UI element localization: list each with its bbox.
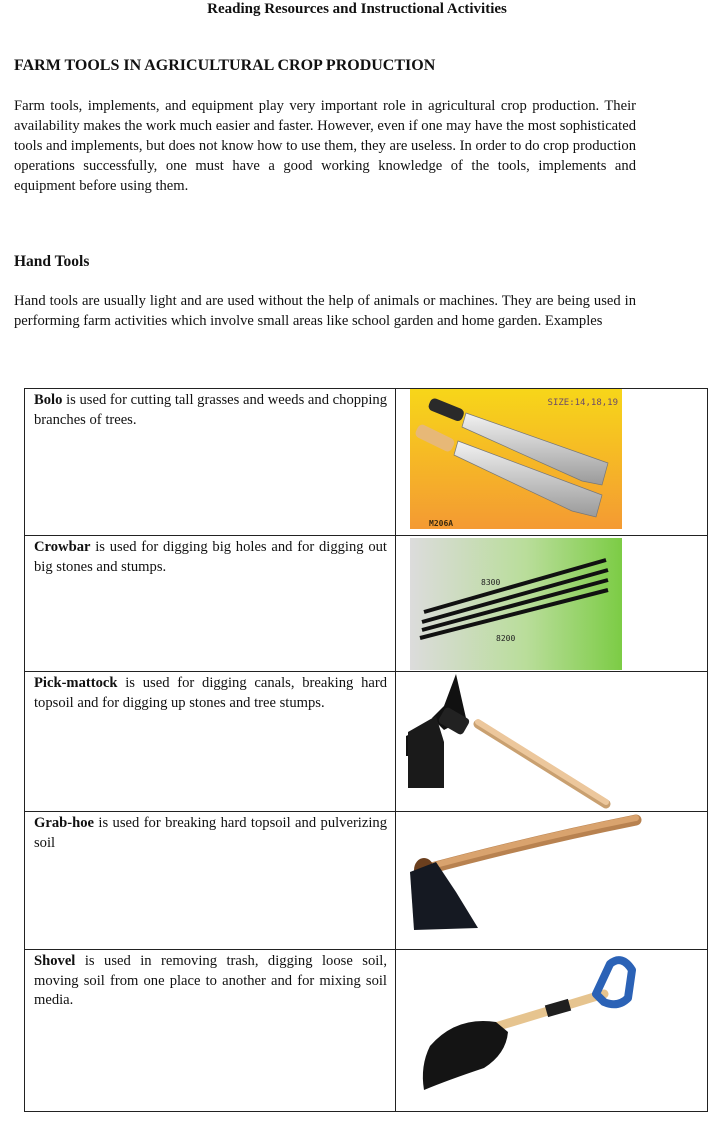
- tool-name: Grab-hoe: [34, 815, 94, 831]
- bolo-size-label: SIZE:14,18,19: [547, 398, 618, 408]
- tool-description: [25, 536, 396, 672]
- table-row: [25, 536, 708, 672]
- pick-mattock-image: [396, 672, 708, 812]
- tool-name: Pick-mattock: [34, 675, 118, 691]
- crowbar-image: [396, 536, 708, 672]
- tool-use: is used in removing trash, digging loose soil, moving soil from one place to another and for mixing soil media.: [34, 953, 387, 1008]
- tool-description: [25, 812, 396, 950]
- tool-name: Shovel: [34, 953, 76, 969]
- tool-description: [25, 950, 396, 1112]
- table-row: [25, 950, 708, 1112]
- tool-use: is used for breaking hard topsoil and pulverizing soil: [34, 815, 387, 851]
- crowbar-label-a: 8300: [481, 578, 501, 587]
- tool-use: is used for cutting tall grasses and weeds and chopping branches of trees.: [34, 392, 387, 428]
- grab-hoe-image: [396, 812, 708, 950]
- page-header: Reading Resources and Instructional Activities: [207, 1, 507, 17]
- bolo-model-label: M206A: [429, 519, 454, 528]
- tool-description: [25, 389, 396, 536]
- tool-name: Crowbar: [34, 539, 91, 555]
- table-row: [25, 812, 708, 950]
- tool-use: is used for digging big holes and for digging out big stones and stumps.: [34, 539, 387, 575]
- bolo-image: [396, 389, 708, 536]
- hand-tools-heading: Hand Tools: [14, 253, 90, 270]
- shovel-image: [396, 950, 708, 1112]
- tool-description: [25, 672, 396, 812]
- tools-table: [24, 388, 708, 1112]
- table-row: [25, 389, 708, 536]
- intro-paragraph: Farm tools, implements, and equipment play very important role in agricultural crop production. Their availability makes the work much easier and faster. However, even if one may have the most sophisticated tools and implements, but does not know how to use them, they are useless. In order to do crop production operations successfully, one must have a good working knowledge of the tools, implements and equipment before using them.: [14, 98, 636, 194]
- crowbar-label-b: 8200: [496, 634, 516, 643]
- page-title: FARM TOOLS IN AGRICULTURAL CROP PRODUCTION: [14, 57, 436, 74]
- hand-tools-paragraph: Hand tools are usually light and are used without the help of animals or machines. They are being used in performing farm activities which involve small areas like school garden and home garden. Examples: [14, 293, 636, 329]
- table-row: [25, 672, 708, 812]
- tool-use: is used for digging canals, breaking hard topsoil and for digging up stones and tree stumps.: [34, 675, 387, 711]
- tool-name: Bolo: [34, 392, 63, 408]
